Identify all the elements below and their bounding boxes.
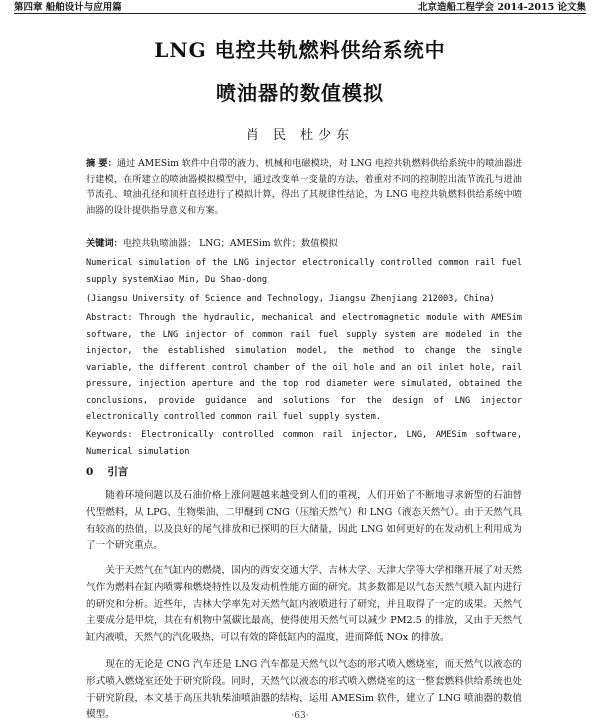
paper-title-line1: LNG 电控共轨燃料供给系统中 [154, 38, 446, 62]
abstract-cn [86, 156, 522, 218]
running-header [14, 1, 586, 14]
keywords-cn-text: 电控共轨喷油器； LNG；AMESim 软件；数值模拟 [122, 238, 338, 249]
header-proceedings: 北京造船工程学会 2014-2015 论文集 [418, 2, 586, 13]
page-number: ·63· [291, 711, 309, 721]
english-abstract-label: Abstract: [86, 313, 133, 323]
header-chapter: 第四章 船舶设计与应用篇 [14, 2, 122, 13]
english-title: Numerical simulation of the LNG injector electronically controlled common rail fuel supply systemXiao Min, Du Shao-dong [86, 258, 522, 285]
abstract-cn-label: 摘 要： [86, 158, 117, 169]
keywords-cn-label: 关键词： [86, 238, 123, 249]
english-abstract [86, 310, 522, 426]
english-keywords-label: Keywords: [86, 430, 133, 440]
keywords-cn [86, 236, 522, 252]
english-keywords [86, 427, 522, 460]
english-keywords-text: Electronically controlled common rail injector, LNG, AMESim software, Numerical simulation [86, 430, 522, 457]
section-heading [86, 464, 142, 479]
paper-title-line2: 喷油器的数值模拟 [216, 81, 384, 105]
paragraph: 现在的无论是 CNG 汽车还是 LNG 汽车都是天然气以气态的形式喷入燃烧室，而天然气以液态的形式喷入燃烧室还处于研究阶段。同时，天然气以液态的形式喷入燃烧室的这一整套燃料供给系统也处于研究阶段，本文基于高压共轨柴油喷油器的结构，运用 AMESim 软件，建立了 LNG 喷油器的数值模型。 [86, 659, 522, 721]
section-number: 0 [86, 466, 94, 478]
english-affiliation: (Jiangsu University of Science and Technology, Jiangsu Zhenjiang 212003, China) [86, 294, 495, 304]
paragraph: 随着环境问题以及石油价格上涨问题越来越受到人们的重视，人们开始了不断地寻求新型的石油替代型燃料，从 LPG、生物柴油、二甲醚到 CNG（压缩天然气）和 LNG（液态天然气）。由于天然气具有较高的热值，以及良好的尾气排放和已探明的巨大储量，因此 LNG 如何更好的在发动机上利用成为了一个研究重点。 [86, 490, 522, 552]
abstract-cn-text: 通过 AMESim 软件中自带的液力、机械和电磁模块，对 LNG 电控共轨燃料供给系统中的喷油器进行建模，在所建立的喷油器模拟模型中，通过改变单一变量的方法，着重对不同的控制腔出流节流孔与进油节流孔、喷油孔径和顶杆直径进行了模拟计算，得出了其规律性结论，为 LNG 电控共轨燃料供给系统中喷油器的设计提供指导意义和方案。 [86, 158, 522, 216]
authors: 肖 民 杜少东 [245, 128, 355, 143]
paragraph: 关于天然气在气缸内的燃烧，国内的西安交通大学、吉林大学、天津大学等大学相继开展了对天然气作为燃料在缸内喷雾和燃烧特性以及发动机性能方面的研究。其多数都是以气态天然气喷入缸内进行的研究和分析。近些年，吉林大学率先对天然气缸内液喷进行了研究，并且取得了一定的成果。天然气主要成分是甲烷，其在有机物中氢碳比最高，使得使用天然气可以减少 PM2.5 的排放，又由于天然气缸内液喷，天然气的汽化吸热，可以有效的降低缸内的温度，进而降低 NOx 的排放。 [86, 565, 522, 644]
english-abstract-text: Through the hydraulic, mechanical and electromagnetic module with AMESim software, the LNG injector of common rail fuel supply system are modeled in the injector, the established simulation model, the method to change the single variable, the different control chamber of the oil hole and an oil inlet hole, rail pressure, injection aperture and the top rod diameter were simulated, obtained the conclusions, provide guidance and solutions for the design of LNG injector electronically controlled common rail fuel supply system. [86, 313, 522, 422]
section-title: 引言 [107, 466, 129, 478]
